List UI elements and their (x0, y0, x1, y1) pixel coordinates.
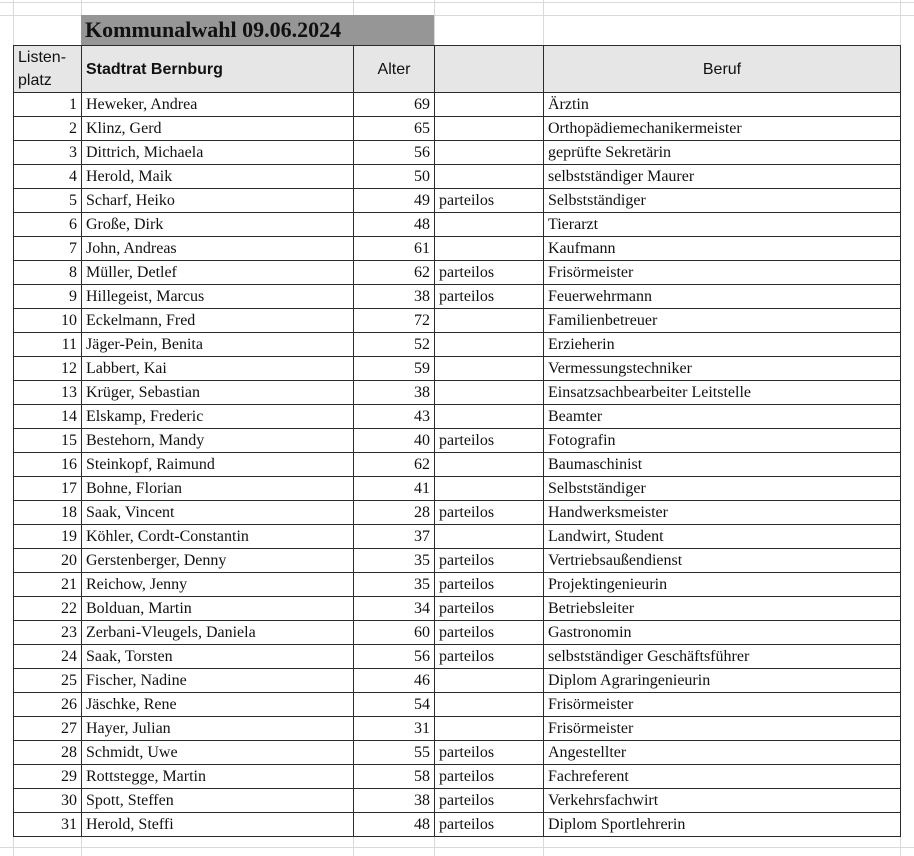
cell-listenplatz[interactable]: 11 (14, 333, 82, 357)
cell-listenplatz[interactable]: 26 (14, 693, 82, 717)
cell-age[interactable]: 60 (354, 621, 435, 645)
table-row (14, 405, 901, 429)
table-row (14, 693, 901, 717)
cell-party[interactable]: parteilos (435, 549, 544, 573)
table-row (14, 93, 901, 117)
cell-party[interactable]: parteilos (435, 813, 544, 837)
cell-age[interactable]: 56 (354, 141, 435, 165)
cell-name[interactable]: Bestehorn, Mandy (82, 429, 354, 453)
table-row (14, 525, 901, 549)
cell-beruf[interactable]: Erzieherin (544, 333, 901, 357)
cell-beruf[interactable]: Vermessungstechniker (544, 357, 901, 381)
cell-beruf[interactable]: Handwerksmeister (544, 501, 901, 525)
cell-name[interactable]: Köhler, Cordt-Constantin (82, 525, 354, 549)
cell-beruf[interactable]: Landwirt, Student (544, 525, 901, 549)
cell-age[interactable]: 31 (354, 717, 435, 741)
cell-beruf[interactable]: Frisörmeister (544, 693, 901, 717)
cell-party[interactable] (435, 213, 544, 237)
cell-name[interactable]: Bolduan, Martin (82, 597, 354, 621)
cell-beruf[interactable]: selbstständiger Maurer (544, 165, 901, 189)
cell-name[interactable]: Reichow, Jenny (82, 573, 354, 597)
cell-listenplatz[interactable]: 4 (14, 165, 82, 189)
table-row (14, 117, 901, 141)
cell-party[interactable] (435, 477, 544, 501)
cell-age[interactable]: 72 (354, 309, 435, 333)
header-listenplatz-line1: Listen- (18, 49, 67, 66)
header-beruf[interactable]: Beruf (544, 46, 901, 93)
table-row (14, 501, 901, 525)
cell-beruf[interactable]: Fachreferent (544, 765, 901, 789)
cell-name[interactable]: Müller, Detlef (82, 261, 354, 285)
cell-listenplatz[interactable]: 8 (14, 261, 82, 285)
cell-beruf[interactable]: Familienbetreuer (544, 309, 901, 333)
cell-beruf[interactable]: Diplom Sportlehrerin (544, 813, 901, 837)
table-row (14, 549, 901, 573)
table-row (14, 669, 901, 693)
cell-listenplatz[interactable]: 30 (14, 789, 82, 813)
cell-name[interactable]: Heweker, Andrea (82, 93, 354, 117)
cell-party[interactable]: parteilos (435, 597, 544, 621)
cell-name[interactable]: Saak, Torsten (82, 645, 354, 669)
table-row (14, 717, 901, 741)
cell-age[interactable]: 54 (354, 693, 435, 717)
cell-listenplatz[interactable]: 31 (14, 813, 82, 837)
cell-name[interactable]: Krüger, Sebastian (82, 381, 354, 405)
cell-age[interactable]: 28 (354, 501, 435, 525)
cell-beruf[interactable]: geprüfte Sekretärin (544, 141, 901, 165)
cell-listenplatz[interactable]: 24 (14, 645, 82, 669)
cell-listenplatz[interactable]: 20 (14, 549, 82, 573)
cell-listenplatz[interactable]: 28 (14, 741, 82, 765)
cell-name[interactable]: Steinkopf, Raimund (82, 453, 354, 477)
cell-party[interactable] (435, 357, 544, 381)
cell-beruf[interactable]: Beamter (544, 405, 901, 429)
cell-beruf[interactable]: Frisörmeister (544, 261, 901, 285)
cell-age[interactable]: 40 (354, 429, 435, 453)
cell-age[interactable]: 34 (354, 597, 435, 621)
table-row (14, 813, 901, 837)
table-row (14, 645, 901, 669)
cell-age[interactable]: 59 (354, 357, 435, 381)
table-row (14, 213, 901, 237)
table-row (14, 357, 901, 381)
cell-name[interactable]: John, Andreas (82, 237, 354, 261)
cell-name[interactable]: Rottstegge, Martin (82, 765, 354, 789)
cell-name[interactable]: Scharf, Heiko (82, 189, 354, 213)
cell-party[interactable] (435, 333, 544, 357)
cell-beruf[interactable]: Gastronomin (544, 621, 901, 645)
table-row (14, 381, 901, 405)
cell-beruf[interactable]: Diplom Agraringenieurin (544, 669, 901, 693)
cell-listenplatz[interactable]: 1 (14, 93, 82, 117)
table-row (14, 141, 901, 165)
cell-party[interactable]: parteilos (435, 765, 544, 789)
cell-listenplatz[interactable]: 22 (14, 597, 82, 621)
cell-name[interactable]: Labbert, Kai (82, 357, 354, 381)
cell-beruf[interactable]: Betriebsleiter (544, 597, 901, 621)
cell-age[interactable]: 37 (354, 525, 435, 549)
cell-beruf[interactable]: Selbstständiger (544, 189, 901, 213)
cell-party[interactable] (435, 141, 544, 165)
cell-party[interactable]: parteilos (435, 645, 544, 669)
cell-listenplatz[interactable]: 15 (14, 429, 82, 453)
table-row (14, 237, 901, 261)
cell-name[interactable]: Jäschke, Rene (82, 693, 354, 717)
cell-party[interactable] (435, 117, 544, 141)
cell-party[interactable] (435, 93, 544, 117)
cell-listenplatz[interactable]: 29 (14, 765, 82, 789)
cell-party[interactable] (435, 237, 544, 261)
cell-name[interactable]: Eckelmann, Fred (82, 309, 354, 333)
cell-beruf[interactable]: Fotografin (544, 429, 901, 453)
cell-listenplatz[interactable]: 3 (14, 141, 82, 165)
cell-party[interactable] (435, 717, 544, 741)
cell-name[interactable]: Saak, Vincent (82, 501, 354, 525)
cell-age[interactable]: 56 (354, 645, 435, 669)
table-row (14, 573, 901, 597)
cell-party[interactable]: parteilos (435, 285, 544, 309)
cell-listenplatz[interactable]: 27 (14, 717, 82, 741)
cell-listenplatz[interactable]: 17 (14, 477, 82, 501)
table-row (14, 597, 901, 621)
cell-party[interactable]: parteilos (435, 501, 544, 525)
cell-party[interactable] (435, 525, 544, 549)
cell-age[interactable]: 35 (354, 549, 435, 573)
cell-name[interactable]: Schmidt, Uwe (82, 741, 354, 765)
cell-listenplatz[interactable]: 14 (14, 405, 82, 429)
cell-name[interactable]: Gerstenberger, Denny (82, 549, 354, 573)
cell-age[interactable]: 58 (354, 765, 435, 789)
table-row (14, 165, 901, 189)
cell-listenplatz[interactable]: 7 (14, 237, 82, 261)
header-party[interactable] (435, 46, 544, 93)
table-row (14, 429, 901, 453)
cell-listenplatz[interactable]: 21 (14, 573, 82, 597)
cell-listenplatz[interactable]: 23 (14, 621, 82, 645)
cell-name[interactable]: Herold, Steffi (82, 813, 354, 837)
cell-name[interactable]: Herold, Maik (82, 165, 354, 189)
cell-age[interactable]: 49 (354, 189, 435, 213)
cell-party[interactable]: parteilos (435, 573, 544, 597)
cell-beruf[interactable]: selbstständiger Geschäftsführer (544, 645, 901, 669)
cell-party[interactable]: parteilos (435, 429, 544, 453)
header-row (14, 46, 901, 93)
cell-beruf[interactable]: Frisörmeister (544, 717, 901, 741)
cell-age[interactable]: 55 (354, 741, 435, 765)
table-row (14, 309, 901, 333)
cell-listenplatz[interactable]: 6 (14, 213, 82, 237)
cell-age[interactable]: 65 (354, 117, 435, 141)
cell-beruf[interactable]: Ärztin (544, 93, 901, 117)
sheet-title[interactable]: Kommunalwahl 09.06.2024 (81, 15, 434, 45)
cell-name[interactable]: Dittrich, Michaela (82, 141, 354, 165)
cell-listenplatz[interactable]: 19 (14, 525, 82, 549)
cell-age[interactable]: 48 (354, 213, 435, 237)
table-body (14, 93, 901, 837)
gridline (0, 2, 914, 3)
cell-beruf[interactable]: Angestellter (544, 741, 901, 765)
cell-listenplatz[interactable]: 13 (14, 381, 82, 405)
cell-name[interactable]: Elskamp, Frederic (82, 405, 354, 429)
cell-age[interactable]: 43 (354, 405, 435, 429)
cell-party[interactable] (435, 405, 544, 429)
cell-listenplatz[interactable]: 10 (14, 309, 82, 333)
cell-name[interactable]: Große, Dirk (82, 213, 354, 237)
cell-age[interactable]: 38 (354, 381, 435, 405)
table-row (14, 621, 901, 645)
cell-party[interactable] (435, 693, 544, 717)
cell-age[interactable]: 62 (354, 453, 435, 477)
cell-party[interactable] (435, 309, 544, 333)
cell-listenplatz[interactable]: 16 (14, 453, 82, 477)
cell-name[interactable]: Fischer, Nadine (82, 669, 354, 693)
cell-age[interactable]: 52 (354, 333, 435, 357)
table-row (14, 789, 901, 813)
cell-party[interactable]: parteilos (435, 189, 544, 213)
cell-party[interactable]: parteilos (435, 741, 544, 765)
cell-party[interactable] (435, 381, 544, 405)
cell-beruf[interactable]: Verkehrsfachwirt (544, 789, 901, 813)
cell-beruf[interactable]: Feuerwehrmann (544, 285, 901, 309)
cell-beruf[interactable]: Baumaschinist (544, 453, 901, 477)
cell-age[interactable]: 61 (354, 237, 435, 261)
cell-listenplatz[interactable]: 12 (14, 357, 82, 381)
cell-age[interactable]: 41 (354, 477, 435, 501)
table-row (14, 285, 901, 309)
cell-listenplatz[interactable]: 25 (14, 669, 82, 693)
cell-listenplatz[interactable]: 9 (14, 285, 82, 309)
cell-beruf[interactable]: Vertriebsaußendienst (544, 549, 901, 573)
cell-party[interactable]: parteilos (435, 621, 544, 645)
cell-name[interactable]: Bohne, Florian (82, 477, 354, 501)
cell-beruf[interactable]: Projektingenieurin (544, 573, 901, 597)
cell-age[interactable]: 48 (354, 813, 435, 837)
cell-party[interactable]: parteilos (435, 789, 544, 813)
cell-name[interactable]: Spott, Steffen (82, 789, 354, 813)
cell-listenplatz[interactable]: 5 (14, 189, 82, 213)
cell-party[interactable] (435, 453, 544, 477)
table-row (14, 765, 901, 789)
cell-beruf[interactable]: Einsatzsachbearbeiter Leitstelle (544, 381, 901, 405)
table-row (14, 477, 901, 501)
cell-listenplatz[interactable]: 18 (14, 501, 82, 525)
cell-age[interactable]: 46 (354, 669, 435, 693)
table-row (14, 741, 901, 765)
gridline (0, 847, 914, 848)
cell-name[interactable]: Klinz, Gerd (82, 117, 354, 141)
header-name[interactable]: Stadtrat Bernburg (82, 46, 354, 93)
header-listenplatz[interactable] (14, 46, 82, 93)
cell-party[interactable]: parteilos (435, 261, 544, 285)
cell-beruf[interactable]: Selbstständiger (544, 477, 901, 501)
cell-beruf[interactable]: Orthopädiemechanikermeister (544, 117, 901, 141)
cell-party[interactable] (435, 165, 544, 189)
cell-name[interactable]: Hayer, Julian (82, 717, 354, 741)
cell-age[interactable]: 69 (354, 93, 435, 117)
table-row (14, 453, 901, 477)
cell-listenplatz[interactable]: 2 (14, 117, 82, 141)
candidate-table (13, 45, 901, 837)
cell-age[interactable]: 38 (354, 285, 435, 309)
cell-name[interactable]: Hillegeist, Marcus (82, 285, 354, 309)
table-row (14, 333, 901, 357)
cell-name[interactable]: Jäger-Pein, Benita (82, 333, 354, 357)
cell-beruf[interactable]: Kaufmann (544, 237, 901, 261)
cell-age[interactable]: 50 (354, 165, 435, 189)
cell-age[interactable]: 38 (354, 789, 435, 813)
cell-beruf[interactable]: Tierarzt (544, 213, 901, 237)
table-row (14, 261, 901, 285)
cell-age[interactable]: 35 (354, 573, 435, 597)
cell-name[interactable]: Zerbani-Vleugels, Daniela (82, 621, 354, 645)
table-row (14, 189, 901, 213)
cell-party[interactable] (435, 669, 544, 693)
header-age[interactable]: Alter (354, 46, 435, 93)
header-listenplatz-line2: platz (18, 72, 52, 89)
cell-age[interactable]: 62 (354, 261, 435, 285)
